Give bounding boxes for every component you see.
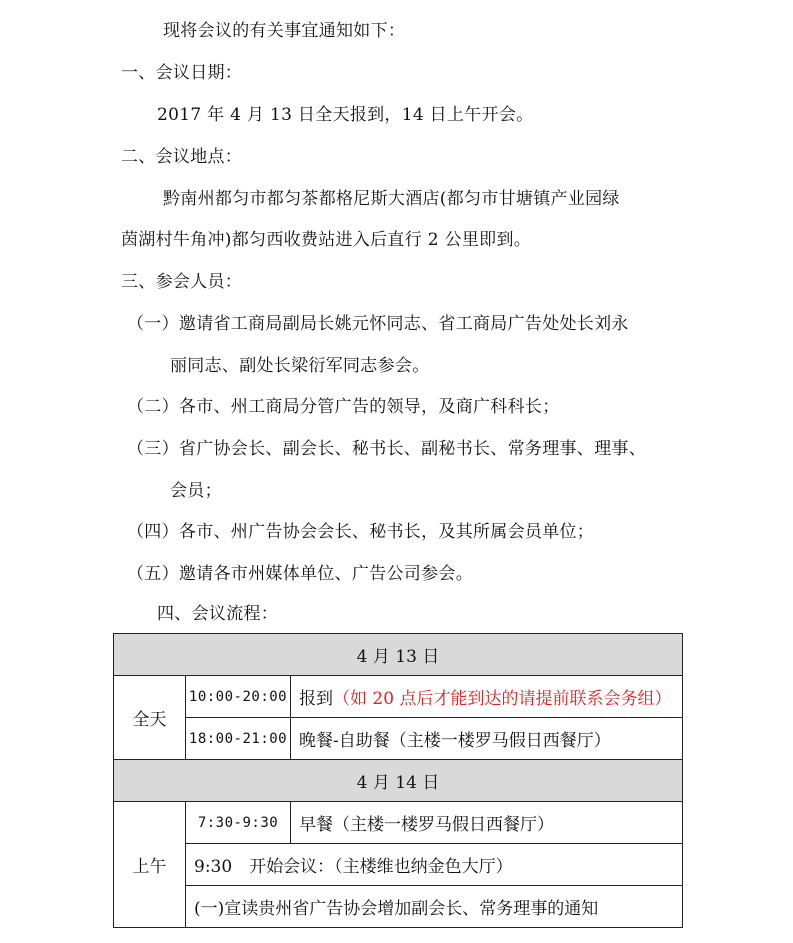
intro-text: 现将会议的有关事宜通知如下： <box>163 21 406 41</box>
attendee-item-1-line1: （一）邀请省工商局副局长姚元怀同志、省工商局广告处处长刘永 <box>127 314 629 334</box>
schedule-period-day1: 全天 <box>114 676 186 760</box>
table-row <box>114 802 683 844</box>
schedule-date-day1: 4 月 13 日 <box>114 634 683 676</box>
schedule-time: 10:00-20:00 <box>186 676 291 718</box>
schedule-table <box>113 633 683 928</box>
schedule-event <box>291 676 683 718</box>
schedule-time: 7:30-9:30 <box>186 802 291 844</box>
section-location-heading: 二、会议地点： <box>121 147 243 167</box>
schedule-date-row <box>114 760 683 802</box>
section-location-line2: 茵湖村牛角冲)都匀西收费站进入后直行 2 公里即到。 <box>121 230 532 250</box>
schedule-agenda-item-1: (一)宣读贵州省广告协会增加副会长、常务理事的通知 <box>186 886 683 928</box>
table-row <box>114 844 683 886</box>
schedule-event: 早餐（主楼一楼罗马假日西餐厅） <box>291 802 683 844</box>
schedule-event: 晚餐-自助餐（主楼一楼罗马假日西餐厅） <box>291 718 683 760</box>
schedule-date-day2: 4 月 14 日 <box>114 760 683 802</box>
table-row <box>114 886 683 928</box>
schedule-period-day2: 上午 <box>114 802 186 928</box>
section-agenda-heading: 四、会议流程： <box>157 604 279 624</box>
schedule-date-row <box>114 634 683 676</box>
schedule-time: 18:00-21:00 <box>186 718 291 760</box>
section-date-body: 2017 年 4 月 13 日全天报到，14 日上午开会。 <box>157 105 534 125</box>
attendee-item-3-line2: 会员； <box>170 481 222 501</box>
attendee-item-4: （四）各市、州广告协会会长、秘书长，及其所属会员单位； <box>127 522 595 542</box>
attendee-item-5: （五）邀请各市州媒体单位、广告公司参会。 <box>127 564 473 584</box>
table-row <box>114 718 683 760</box>
section-attendees-heading: 三、参会人员： <box>121 272 243 292</box>
table-row <box>114 676 683 718</box>
schedule-meeting-start: 9:30 开始会议：（主楼维也纳金色大厅） <box>186 844 683 886</box>
schedule-event-text: 报到 <box>299 689 333 709</box>
attendee-item-2: （二）各市、州工商局分管广告的领导，及商广科科长； <box>127 397 560 417</box>
schedule-event-note: （如 20 点后才能到达的请提前联系会务组） <box>333 689 672 709</box>
section-date-heading: 一、会议日期： <box>121 63 243 83</box>
section-location-line1: 黔南州都匀市都匀茶都格尼斯大酒店(都匀市甘塘镇产业园绿 <box>163 189 620 209</box>
attendee-item-3-line1: （三）省广协会长、副会长、秘书长、副秘书长、常务理事、理事、 <box>127 439 646 459</box>
attendee-item-1-line2: 丽同志、副处长梁衍军同志参会。 <box>170 356 430 376</box>
